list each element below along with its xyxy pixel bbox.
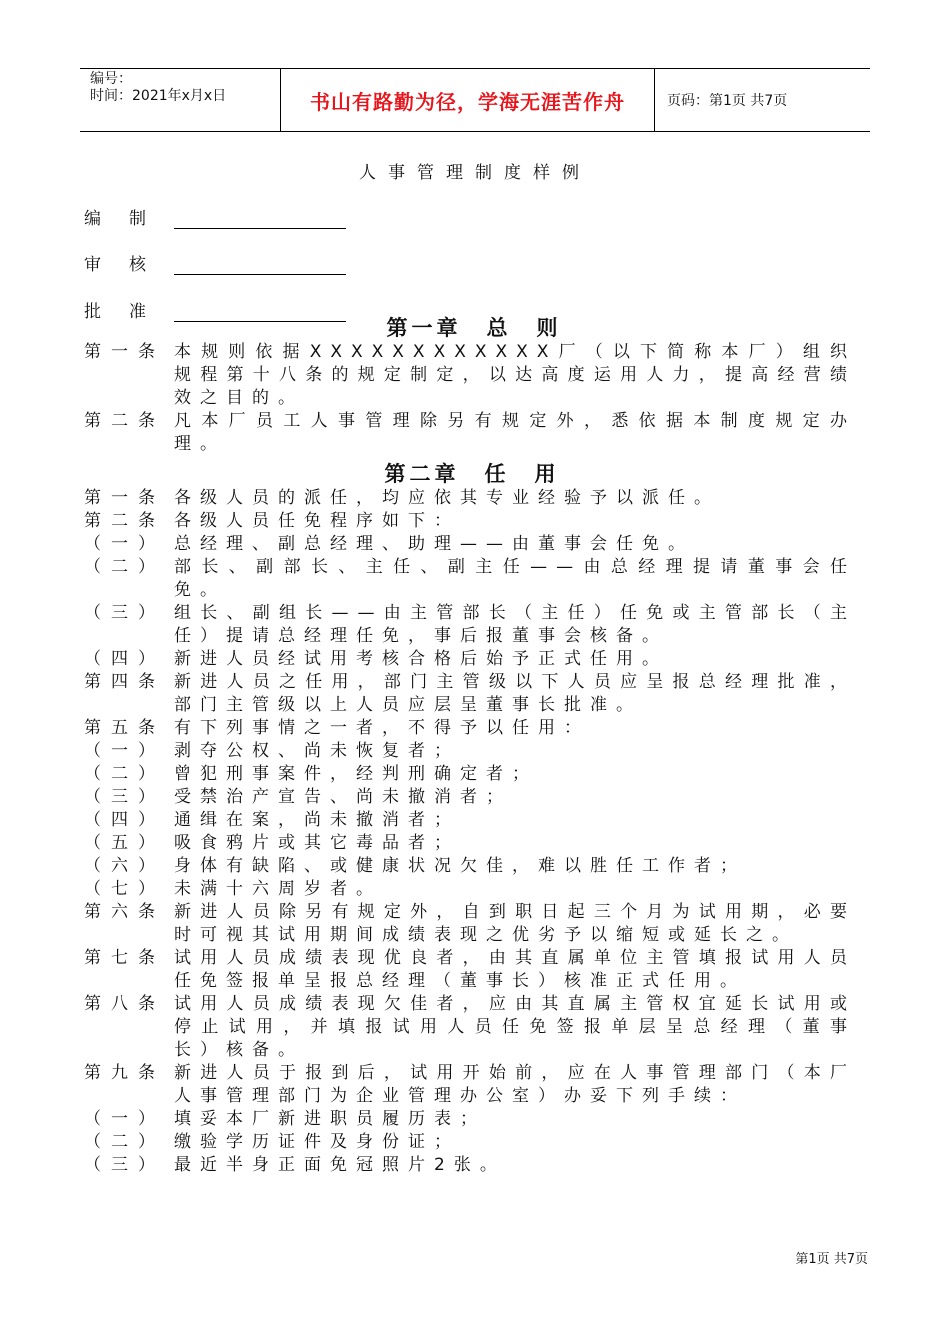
document-body — [84, 316, 856, 1177]
article-text: 凡本厂员工人事管理除另有规定外，悉依据本制度规定办理。 — [174, 411, 856, 454]
document-title: 人事管理制度样例 — [359, 163, 591, 183]
chapter-heading: 第一章 总 则 — [386, 316, 562, 340]
article-text: 缴验学历证件及身份证； — [174, 1132, 460, 1152]
article-number: 第二条 — [84, 511, 165, 531]
article-number: （四） — [84, 649, 165, 669]
article — [84, 786, 856, 809]
article — [84, 602, 856, 648]
page-header — [80, 68, 870, 132]
article-number: （四） — [84, 810, 165, 830]
signoff-row — [84, 204, 346, 229]
article — [84, 878, 856, 901]
article-number: 第九条 — [84, 1063, 165, 1083]
article-number: （三） — [84, 603, 165, 623]
article-text: 未满十六周岁者。 — [174, 879, 382, 899]
article — [84, 832, 856, 855]
article — [84, 855, 856, 878]
article-number: 第七条 — [84, 948, 165, 968]
article-number: （一） — [84, 741, 165, 761]
article — [84, 1108, 856, 1131]
article-text: 填妥本厂新进职员履历表； — [174, 1109, 486, 1129]
signoff-label: 编制 — [84, 209, 174, 229]
article — [84, 763, 856, 786]
article — [84, 1062, 856, 1108]
page-footer: 第1页 共7页 — [795, 1252, 868, 1267]
article-text: 新进人员除另有规定外，自到职日起三个月为试用期，必要时可视其试用期间成绩表现之优劣予以缩短或延长之。 — [174, 902, 856, 945]
signoff-label: 批准 — [84, 302, 174, 322]
time-label: 时间：2021年x月x日 — [90, 88, 227, 104]
article — [84, 410, 856, 456]
chapter2-items — [84, 487, 856, 1177]
header-meta — [80, 69, 280, 131]
article-text: 各级人员的派任，均应依其专业经验予以派任。 — [174, 488, 720, 508]
article — [84, 556, 856, 602]
number-label: 编号： — [90, 71, 132, 87]
article-number: 第八条 — [84, 994, 165, 1014]
article-text: 最近半身正面免冠照片2张。 — [174, 1155, 506, 1175]
article — [84, 717, 856, 740]
article — [84, 533, 856, 556]
article-number: 第二条 — [84, 411, 165, 431]
article-text: 本规则依据XXXXXXXXXXXX厂（以下简称本厂）组织规程第十八条的规定制定，以达高度运用人力，提高经营绩效之目的。 — [174, 342, 856, 408]
article-number: （二） — [84, 764, 165, 784]
article — [84, 740, 856, 763]
article-text: 剥夺公权、尚未恢复者； — [174, 741, 460, 761]
article-text: 曾犯刑事案件，经判刑确定者； — [174, 764, 538, 784]
page-info: 页码：第1页 共7页 — [667, 93, 788, 109]
article-text: 新进人员经试用考核合格后始予正式任用。 — [174, 649, 668, 669]
article — [84, 671, 856, 717]
article-number: （七） — [84, 879, 165, 899]
signature-line[interactable] — [174, 256, 346, 275]
article — [84, 1131, 856, 1154]
article — [84, 341, 856, 410]
article-text: 通缉在案，尚未撤消者； — [174, 810, 460, 830]
article — [84, 487, 856, 510]
article-number: 第四条 — [84, 672, 165, 692]
article-number: 第一条 — [84, 342, 165, 362]
article-number: （三） — [84, 1155, 165, 1175]
article-number: 第六条 — [84, 902, 165, 922]
article-number: （二） — [84, 1132, 165, 1152]
signature-line[interactable] — [174, 210, 346, 229]
article-text: 试用人员成绩表现欠佳者，应由其直属主管权宜延长试用或停止试用，并填报试用人员任免签报单层呈总经理（董事长）核备。 — [174, 994, 856, 1060]
article-text: 有下列事情之一者，不得予以任用： — [174, 718, 590, 738]
signoff-row — [84, 250, 346, 275]
chapter-heading: 第二章 任 用 — [384, 462, 560, 486]
article-text: 试用人员成绩表现优良者，由其直属单位主管填报试用人员任免签报单呈报总经理（董事长）核准正式任用。 — [174, 948, 856, 991]
article-number: （三） — [84, 787, 165, 807]
article-text: 受禁治产宣告、尚未撤消者； — [174, 787, 512, 807]
article-text: 吸食鸦片或其它毒品者； — [174, 833, 460, 853]
article-number: （二） — [84, 557, 165, 577]
article — [84, 648, 856, 671]
article — [84, 901, 856, 947]
article-number: 第一条 — [84, 488, 165, 508]
article-number: （一） — [84, 534, 165, 554]
article — [84, 510, 856, 533]
article-number: （五） — [84, 833, 165, 853]
article-text: 部长、副部长、主任、副主任——由总经理提请董事会任免。 — [174, 557, 856, 600]
motto: 书山有路勤为径，学海无涯苦作舟 — [280, 69, 655, 131]
article-text: 新进人员于报到后，试用开始前，应在人事管理部门（本厂人事管理部门为企业管理办公室）办妥下列手续： — [174, 1063, 856, 1106]
article-number: 第五条 — [84, 718, 165, 738]
article-number: （一） — [84, 1109, 165, 1129]
article-text: 组长、副组长——由主管部长（主任）任免或主管部长（主任）提请总经理任免，事后报董事会核备。 — [174, 603, 856, 646]
article — [84, 1154, 856, 1177]
article-text: 各级人员任免程序如下： — [174, 511, 460, 531]
article-text: 身体有缺陷、或健康状况欠佳，难以胜任工作者； — [174, 856, 746, 876]
article — [84, 947, 856, 993]
article-text: 新进人员之任用，部门主管级以下人员应呈报总经理批准，部门主管级以上人员应层呈董事长批准。 — [174, 672, 856, 715]
signoff-label: 审核 — [84, 255, 174, 275]
article-text: 总经理、副总经理、助理——由董事会任免。 — [174, 534, 694, 554]
article-number: （六） — [84, 856, 165, 876]
article — [84, 809, 856, 832]
article — [84, 993, 856, 1062]
